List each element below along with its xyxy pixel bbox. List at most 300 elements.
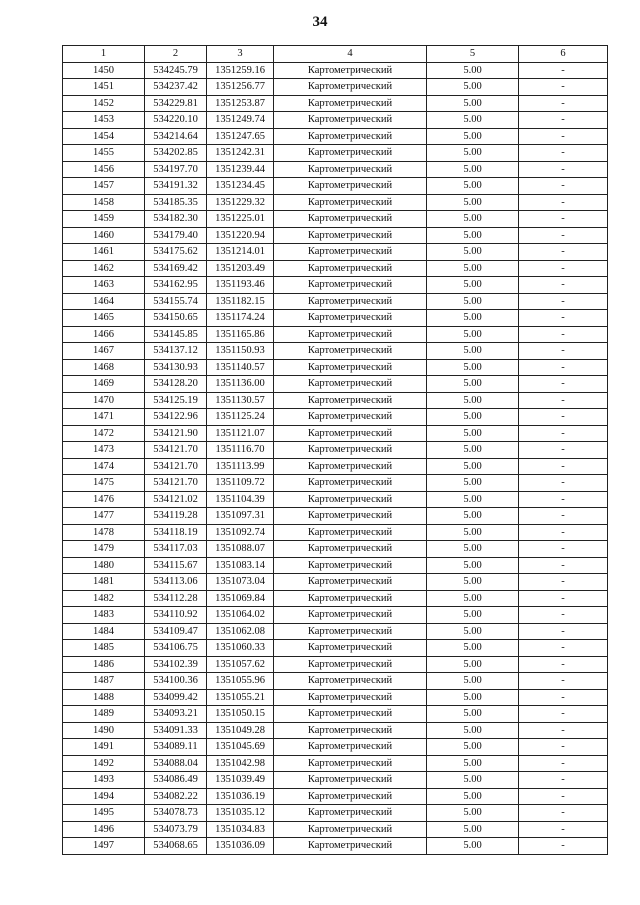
description-cell: - [519,541,608,558]
accuracy-cell: 5.00 [427,392,519,409]
y-coordinate-cell: 1351121.07 [207,425,274,442]
table-row [63,376,608,393]
table-row [63,79,608,96]
description-cell: - [519,409,608,426]
y-coordinate-cell: 1351239.44 [207,161,274,178]
table-row [63,409,608,426]
description-cell: - [519,442,608,459]
y-coordinate-cell: 1351193.46 [207,277,274,294]
accuracy-cell: 5.00 [427,574,519,591]
x-coordinate-cell: 534229.81 [145,95,207,112]
x-coordinate-cell: 534245.79 [145,62,207,79]
accuracy-cell: 5.00 [427,211,519,228]
method-cell: Картометрический [274,640,427,657]
accuracy-cell: 5.00 [427,310,519,327]
method-cell: Картометрический [274,326,427,343]
accuracy-cell: 5.00 [427,821,519,838]
point-number-cell: 1453 [63,112,145,129]
y-coordinate-cell: 1351256.77 [207,79,274,96]
accuracy-cell: 5.00 [427,673,519,690]
header-row [63,46,608,63]
x-coordinate-cell: 534121.70 [145,458,207,475]
accuracy-cell: 5.00 [427,706,519,723]
point-number-cell: 1474 [63,458,145,475]
y-coordinate-cell: 1351249.74 [207,112,274,129]
x-coordinate-cell: 534102.39 [145,656,207,673]
x-coordinate-cell: 534137.12 [145,343,207,360]
table-row [63,95,608,112]
point-number-cell: 1456 [63,161,145,178]
x-coordinate-cell: 534118.19 [145,524,207,541]
method-cell: Картометрический [274,623,427,640]
point-number-cell: 1479 [63,541,145,558]
accuracy-cell: 5.00 [427,656,519,673]
point-number-cell: 1451 [63,79,145,96]
description-cell: - [519,161,608,178]
header-cell: 1 [63,46,145,63]
x-coordinate-cell: 534082.22 [145,788,207,805]
table-row [63,458,608,475]
accuracy-cell: 5.00 [427,640,519,657]
x-coordinate-cell: 534119.28 [145,508,207,525]
description-cell: - [519,524,608,541]
method-cell: Картометрический [274,607,427,624]
table-row [63,755,608,772]
x-coordinate-cell: 534162.95 [145,277,207,294]
table-row [63,161,608,178]
method-cell: Картометрический [274,755,427,772]
point-number-cell: 1482 [63,590,145,607]
x-coordinate-cell: 534078.73 [145,805,207,822]
y-coordinate-cell: 1351125.24 [207,409,274,426]
description-cell: - [519,590,608,607]
description-cell: - [519,623,608,640]
description-cell: - [519,706,608,723]
method-cell: Картометрический [274,112,427,129]
description-cell: - [519,673,608,690]
y-coordinate-cell: 1351069.84 [207,590,274,607]
y-coordinate-cell: 1351062.08 [207,623,274,640]
table-row [63,293,608,310]
point-number-cell: 1469 [63,376,145,393]
method-cell: Картометрический [274,62,427,79]
y-coordinate-cell: 1351116.70 [207,442,274,459]
table-row [63,227,608,244]
method-cell: Картометрический [274,656,427,673]
table-row [63,574,608,591]
description-cell: - [519,310,608,327]
header-cell: 4 [274,46,427,63]
x-coordinate-cell: 534202.85 [145,145,207,162]
accuracy-cell: 5.00 [427,227,519,244]
point-number-cell: 1452 [63,95,145,112]
accuracy-cell: 5.00 [427,376,519,393]
table-row [63,722,608,739]
table-row [63,343,608,360]
y-coordinate-cell: 1351088.07 [207,541,274,558]
header-cell: 3 [207,46,274,63]
table-row [63,310,608,327]
y-coordinate-cell: 1351045.69 [207,739,274,756]
table-header [63,46,608,63]
x-coordinate-cell: 534175.62 [145,244,207,261]
header-cell: 6 [519,46,608,63]
method-cell: Картометрический [274,821,427,838]
method-cell: Картометрический [274,739,427,756]
page-number: 34 [312,14,328,30]
accuracy-cell: 5.00 [427,277,519,294]
table-row [63,112,608,129]
x-coordinate-cell: 534089.11 [145,739,207,756]
description-cell: - [519,508,608,525]
method-cell: Картометрический [274,425,427,442]
accuracy-cell: 5.00 [427,62,519,79]
table-row [63,689,608,706]
x-coordinate-cell: 534115.67 [145,557,207,574]
method-cell: Картометрический [274,458,427,475]
method-cell: Картометрический [274,128,427,145]
accuracy-cell: 5.00 [427,194,519,211]
method-cell: Картометрический [274,376,427,393]
method-cell: Картометрический [274,508,427,525]
point-number-cell: 1491 [63,739,145,756]
header-cell: 5 [427,46,519,63]
point-number-cell: 1481 [63,574,145,591]
method-cell: Картометрический [274,805,427,822]
table-row [63,62,608,79]
accuracy-cell: 5.00 [427,145,519,162]
point-number-cell: 1467 [63,343,145,360]
x-coordinate-cell: 534197.70 [145,161,207,178]
accuracy-cell: 5.00 [427,359,519,376]
y-coordinate-cell: 1351057.62 [207,656,274,673]
point-number-cell: 1471 [63,409,145,426]
y-coordinate-cell: 1351055.96 [207,673,274,690]
description-cell: - [519,227,608,244]
table-row [63,211,608,228]
description-cell: - [519,128,608,145]
accuracy-cell: 5.00 [427,409,519,426]
y-coordinate-cell: 1351174.24 [207,310,274,327]
point-number-cell: 1496 [63,821,145,838]
method-cell: Картометрический [274,145,427,162]
y-coordinate-cell: 1351203.49 [207,260,274,277]
point-number-cell: 1461 [63,244,145,261]
point-number-cell: 1487 [63,673,145,690]
y-coordinate-cell: 1351259.16 [207,62,274,79]
y-coordinate-cell: 1351064.02 [207,607,274,624]
x-coordinate-cell: 534109.47 [145,623,207,640]
table-row [63,607,608,624]
table-row [63,260,608,277]
x-coordinate-cell: 534112.28 [145,590,207,607]
x-coordinate-cell: 534130.93 [145,359,207,376]
method-cell: Картометрический [274,409,427,426]
x-coordinate-cell: 534121.70 [145,442,207,459]
table-row [63,788,608,805]
point-number-cell: 1480 [63,557,145,574]
method-cell: Картометрический [274,524,427,541]
y-coordinate-cell: 1351234.45 [207,178,274,195]
method-cell: Картометрический [274,227,427,244]
description-cell: - [519,112,608,129]
table-row [63,541,608,558]
accuracy-cell: 5.00 [427,161,519,178]
method-cell: Картометрический [274,277,427,294]
method-cell: Картометрический [274,590,427,607]
y-coordinate-cell: 1351055.21 [207,689,274,706]
description-cell: - [519,805,608,822]
x-coordinate-cell: 534150.65 [145,310,207,327]
accuracy-cell: 5.00 [427,772,519,789]
accuracy-cell: 5.00 [427,95,519,112]
method-cell: Картометрический [274,211,427,228]
x-coordinate-cell: 534100.36 [145,673,207,690]
method-cell: Картометрический [274,79,427,96]
accuracy-cell: 5.00 [427,838,519,855]
point-number-cell: 1454 [63,128,145,145]
description-cell: - [519,821,608,838]
y-coordinate-cell: 1351242.31 [207,145,274,162]
point-number-cell: 1494 [63,788,145,805]
y-coordinate-cell: 1351150.93 [207,343,274,360]
x-coordinate-cell: 534099.42 [145,689,207,706]
y-coordinate-cell: 1351073.04 [207,574,274,591]
accuracy-cell: 5.00 [427,491,519,508]
description-cell: - [519,95,608,112]
method-cell: Картометрический [274,392,427,409]
table-row [63,128,608,145]
point-number-cell: 1495 [63,805,145,822]
method-cell: Картометрический [274,244,427,261]
description-cell: - [519,557,608,574]
point-number-cell: 1460 [63,227,145,244]
method-cell: Картометрический [274,838,427,855]
point-number-cell: 1483 [63,607,145,624]
method-cell: Картометрический [274,359,427,376]
y-coordinate-cell: 1351113.99 [207,458,274,475]
point-number-cell: 1490 [63,722,145,739]
y-coordinate-cell: 1351035.12 [207,805,274,822]
description-cell: - [519,326,608,343]
description-cell: - [519,145,608,162]
accuracy-cell: 5.00 [427,623,519,640]
point-number-cell: 1450 [63,62,145,79]
table-row [63,772,608,789]
accuracy-cell: 5.00 [427,326,519,343]
y-coordinate-cell: 1351036.09 [207,838,274,855]
y-coordinate-cell: 1351036.19 [207,788,274,805]
accuracy-cell: 5.00 [427,112,519,129]
table-row [63,326,608,343]
method-cell: Картометрический [274,541,427,558]
method-cell: Картометрический [274,442,427,459]
y-coordinate-cell: 1351247.65 [207,128,274,145]
description-cell: - [519,79,608,96]
accuracy-cell: 5.00 [427,739,519,756]
description-cell: - [519,491,608,508]
method-cell: Картометрический [274,178,427,195]
table-row [63,194,608,211]
point-number-cell: 1472 [63,425,145,442]
x-coordinate-cell: 534169.42 [145,260,207,277]
description-cell: - [519,755,608,772]
point-number-cell: 1475 [63,475,145,492]
table-row [63,178,608,195]
description-cell: - [519,359,608,376]
x-coordinate-cell: 534128.20 [145,376,207,393]
point-number-cell: 1470 [63,392,145,409]
point-number-cell: 1455 [63,145,145,162]
accuracy-cell: 5.00 [427,590,519,607]
table-row [63,491,608,508]
y-coordinate-cell: 1351083.14 [207,557,274,574]
table-row [63,805,608,822]
y-coordinate-cell: 1351097.31 [207,508,274,525]
point-number-cell: 1489 [63,706,145,723]
description-cell: - [519,178,608,195]
description-cell: - [519,277,608,294]
description-cell: - [519,458,608,475]
table-row [63,508,608,525]
method-cell: Картометрический [274,706,427,723]
y-coordinate-cell: 1351214.01 [207,244,274,261]
point-number-cell: 1493 [63,772,145,789]
x-coordinate-cell: 534214.64 [145,128,207,145]
x-coordinate-cell: 534125.19 [145,392,207,409]
table-row [63,425,608,442]
description-cell: - [519,376,608,393]
point-number-cell: 1468 [63,359,145,376]
description-cell: - [519,194,608,211]
point-number-cell: 1486 [63,656,145,673]
method-cell: Картометрический [274,673,427,690]
x-coordinate-cell: 534086.49 [145,772,207,789]
table-row [63,640,608,657]
point-number-cell: 1477 [63,508,145,525]
y-coordinate-cell: 1351136.00 [207,376,274,393]
x-coordinate-cell: 534237.42 [145,79,207,96]
x-coordinate-cell: 534106.75 [145,640,207,657]
table-row [63,706,608,723]
accuracy-cell: 5.00 [427,442,519,459]
y-coordinate-cell: 1351039.49 [207,772,274,789]
x-coordinate-cell: 534145.85 [145,326,207,343]
description-cell: - [519,772,608,789]
accuracy-cell: 5.00 [427,260,519,277]
accuracy-cell: 5.00 [427,475,519,492]
table-row [63,475,608,492]
table-row [63,656,608,673]
x-coordinate-cell: 534155.74 [145,293,207,310]
method-cell: Картометрический [274,491,427,508]
method-cell: Картометрический [274,95,427,112]
accuracy-cell: 5.00 [427,805,519,822]
table-row [63,359,608,376]
table-body [63,62,608,854]
x-coordinate-cell: 534220.10 [145,112,207,129]
description-cell: - [519,425,608,442]
y-coordinate-cell: 1351060.33 [207,640,274,657]
y-coordinate-cell: 1351042.98 [207,755,274,772]
y-coordinate-cell: 1351225.01 [207,211,274,228]
accuracy-cell: 5.00 [427,508,519,525]
x-coordinate-cell: 534113.06 [145,574,207,591]
method-cell: Картометрический [274,293,427,310]
description-cell: - [519,838,608,855]
description-cell: - [519,739,608,756]
table-row [63,739,608,756]
point-number-cell: 1485 [63,640,145,657]
accuracy-cell: 5.00 [427,128,519,145]
accuracy-cell: 5.00 [427,788,519,805]
x-coordinate-cell: 534117.03 [145,541,207,558]
table-row [63,244,608,261]
point-number-cell: 1464 [63,293,145,310]
table-row [63,442,608,459]
point-number-cell: 1473 [63,442,145,459]
point-number-cell: 1478 [63,524,145,541]
point-number-cell: 1457 [63,178,145,195]
x-coordinate-cell: 534191.32 [145,178,207,195]
table-row [63,590,608,607]
x-coordinate-cell: 534121.90 [145,425,207,442]
accuracy-cell: 5.00 [427,755,519,772]
description-cell: - [519,788,608,805]
accuracy-cell: 5.00 [427,244,519,261]
table-row [63,673,608,690]
accuracy-cell: 5.00 [427,343,519,360]
table-row [63,623,608,640]
description-cell: - [519,343,608,360]
description-cell: - [519,260,608,277]
point-number-cell: 1462 [63,260,145,277]
table-row [63,821,608,838]
x-coordinate-cell: 534091.33 [145,722,207,739]
description-cell: - [519,607,608,624]
x-coordinate-cell: 534093.21 [145,706,207,723]
description-cell: - [519,689,608,706]
description-cell: - [519,62,608,79]
accuracy-cell: 5.00 [427,557,519,574]
description-cell: - [519,293,608,310]
table-row [63,838,608,855]
accuracy-cell: 5.00 [427,607,519,624]
method-cell: Картометрический [274,772,427,789]
y-coordinate-cell: 1351104.39 [207,491,274,508]
table-row [63,145,608,162]
y-coordinate-cell: 1351050.15 [207,706,274,723]
x-coordinate-cell: 534182.30 [145,211,207,228]
accuracy-cell: 5.00 [427,293,519,310]
description-cell: - [519,640,608,657]
point-number-cell: 1497 [63,838,145,855]
accuracy-cell: 5.00 [427,458,519,475]
point-number-cell: 1476 [63,491,145,508]
coordinates-table [62,45,608,855]
method-cell: Картометрический [274,194,427,211]
method-cell: Картометрический [274,260,427,277]
y-coordinate-cell: 1351253.87 [207,95,274,112]
point-number-cell: 1465 [63,310,145,327]
x-coordinate-cell: 534185.35 [145,194,207,211]
accuracy-cell: 5.00 [427,178,519,195]
x-coordinate-cell: 534121.02 [145,491,207,508]
header-cell: 2 [145,46,207,63]
description-cell: - [519,244,608,261]
y-coordinate-cell: 1351140.57 [207,359,274,376]
y-coordinate-cell: 1351130.57 [207,392,274,409]
